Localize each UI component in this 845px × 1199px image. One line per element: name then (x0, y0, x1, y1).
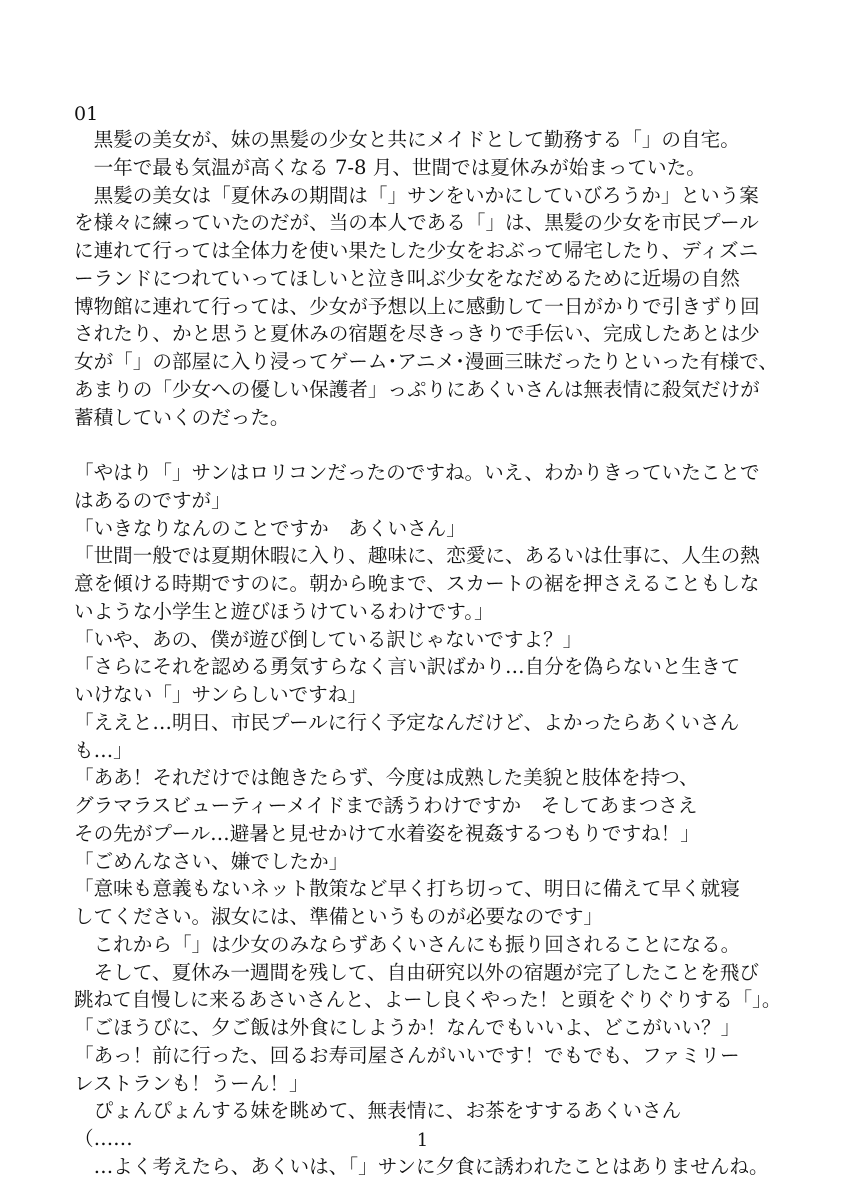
text-line: 「ごほうびに、夕ご飯は外食にしようか！なんでもいいよ、どこがいい？」 (74, 1016, 741, 1039)
text-line: はあるのですが」 (74, 488, 231, 512)
story-body (74, 126, 784, 1181)
text-line: 黒髪の美女が、妹の黒髪の少女と共にメイドとして勤務する「」の自宅。 (74, 128, 740, 151)
text-line: 「やはり「」サンはロリコンだったのですね。いえ、わかりきっていたことで (74, 461, 760, 484)
text-line: に連れて行っては全体力を使い果たした少女をおぶって帰宅したり、ディズニ (74, 239, 759, 262)
text-line: いけない「」サンらしいですね」 (74, 683, 367, 706)
text-line: 「あっ！前に行った、回るお寿司屋さんがいいです！でもでも、ファミリー (74, 1043, 740, 1067)
text-line: 「ごめんなさい、嫌でしたか」 (74, 849, 349, 873)
text-line: レストランも！うーん！」 (74, 1071, 309, 1095)
text-line: してください。淑女には、準備というものが必要なのです」 (74, 905, 604, 928)
text-line: 「ええと…明日、市民プールに行く予定なんだけど、よかったらあくいさん (74, 710, 740, 734)
chapter-heading: 01 (74, 103, 99, 125)
text-line: いような小学生と遊びほうけているわけです。」 (74, 599, 494, 623)
text-line: 蓄積していくのだった。 (74, 405, 290, 429)
text-line: 女が「」の部屋に入り浸ってゲーム･アニメ･漫画三昧だったりといった有様で、 (74, 350, 779, 373)
page-number: 1 (416, 1130, 429, 1151)
text-line: 跳ねて自慢しに来るあさいさんと、よーし良くやった！と頭をぐりぐりする「」。 (74, 988, 782, 1012)
text-line: …よく考えたら、あくいは、「」サンに夕食に誘われたことはありませんね。 (74, 1154, 769, 1178)
text-line: 意を傾ける時期ですのに。朝から晩まで、スカートの裾を押さえることもしな (74, 572, 760, 595)
text-line: を様々に練っていたのだが、当の本人である「」は、黒髪の少女を市民プール (74, 211, 759, 235)
text-line: その先がプール…避暑と見せかけて水着姿を視姦するつもりですね！」 (74, 821, 700, 845)
text-line: 「世間一般では夏期休暇に入り、趣味に、恋愛に、あるいは仕事に、人生の熱 (74, 544, 760, 568)
text-line: も…」 (74, 738, 133, 762)
text-line (74, 431, 784, 459)
text-line: グラマラスビューティーメイドまで誘うわけですか そしてあまつさえ (74, 794, 698, 817)
text-line: 「意味も意義もないネット散策など早く打ち切って、明日に備えて早く就寝 (74, 877, 740, 901)
text-line: （…… (74, 1127, 133, 1150)
text-line: 黒髪の美女は「夏休みの期間は「」サンをいかにしていびろうか」という案 (74, 183, 759, 207)
text-line: 博物館に連れて行っては、少女が予想以上に感動して一日がかりで引きずり回 (74, 294, 760, 318)
text-line: 「いきなりなんのことですか あくいさん」 (74, 516, 466, 540)
text-line: そして、夏休み一週間を残して、自由研究以外の宿題が完了したことを飛び (74, 960, 759, 984)
text-line: ぴょんぴょんする妹を眺めて、無表情に、お茶をすするあくいさん (74, 1099, 682, 1123)
text-line: 「ああ！それだけでは飽きたらず、今度は成熟した美貌と肢体を持つ、 (74, 766, 699, 790)
text-line: 「いや、あの、僕が遊び倒している訳じゃないですよ？」 (74, 627, 583, 651)
text-line: 一年で最も気温が高くなる 7-8 月、世間では夏休みが始まっていた。 (74, 155, 706, 179)
text-line: これから「」は少女のみならずあくいさんにも振り回されることになる。 (74, 932, 741, 956)
text-line: ーランドにつれていってほしいと泣き叫ぶ少女をなだめるために近場の自然 (74, 266, 740, 290)
text-line: されたり、かと思うと夏休みの宿題を尽きっきりで手伝い、完成したあとは少 (74, 322, 760, 346)
text-line: 「さらにそれを認める勇気すらなく言い訳ばかり…自分を偽らないと生きて (74, 655, 741, 679)
text-line: あまりの「少女への優しい保護者」っぷりにあくいさんは無表情に殺気だけが (74, 377, 760, 401)
